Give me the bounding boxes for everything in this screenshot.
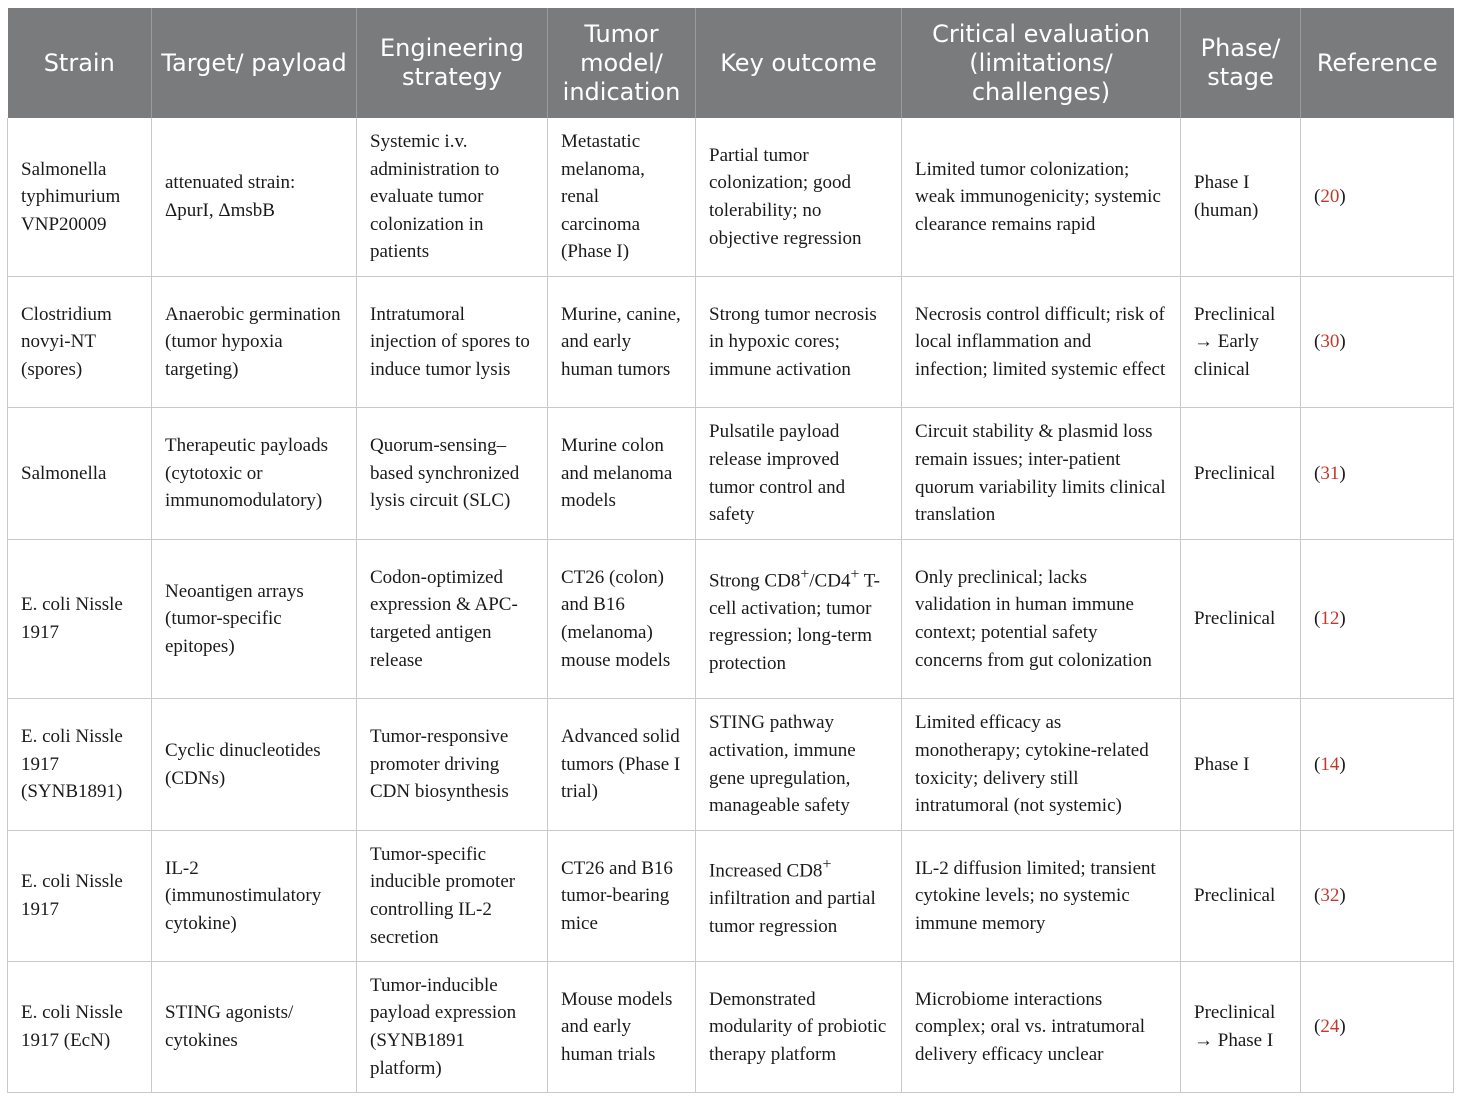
table-row [8,540,1454,699]
cell-strategy: Intratumoral injection of spores to induce tumor lysis [357,277,548,408]
data-table [7,8,1454,1093]
reference-link[interactable]: 24 [1320,1016,1340,1038]
cell-outcome: Strong tumor necrosis in hypoxic cores; immune activation [696,277,902,408]
table-row [8,831,1454,962]
cell-evaluation: Only preclinical; lacks validation in human immune context; potential safety concerns from gut colonization [902,540,1181,699]
header-phase-stage: Phase/ stage [1181,8,1301,118]
cell-strain: E. coli Nissle 1917 (SYNB1891) [8,699,152,831]
cell-evaluation: IL-2 diffusion limited; transient cytokine levels; no systemic immune memory [902,831,1181,962]
cell-reference: (12) [1301,540,1454,699]
table-row [8,277,1454,408]
cell-reference: (20) [1301,118,1454,277]
header-critical-evaluation: Critical evaluation (limitations/ challenges) [902,8,1181,118]
cell-evaluation: Limited tumor colonization; weak immunogenicity; systemic clearance remains rapid [902,118,1181,277]
cell-phase: Preclinical → Phase I [1181,962,1301,1093]
cell-phase: Phase I [1181,699,1301,831]
cell-model: Murine, canine, and early human tumors [548,277,696,408]
table-row [8,408,1454,540]
cell-model: Mouse models and early human trials [548,962,696,1093]
cell-evaluation: Limited efficacy as monotherapy; cytokine-related toxicity; delivery still intratumoral (not systemic) [902,699,1181,831]
cell-reference: (31) [1301,408,1454,540]
cell-reference: (32) [1301,831,1454,962]
cell-reference: (14) [1301,699,1454,831]
header-reference: Reference [1301,8,1454,118]
cell-strategy: Tumor-responsive promoter driving CDN biosynthesis [357,699,548,831]
cell-payload: STING agonists/ cytokines [152,962,357,1093]
header-target-payload: Target/ payload [152,8,357,118]
cell-evaluation: Necrosis control difficult; risk of local inflammation and infection; limited systemic effect [902,277,1181,408]
reference-link[interactable]: 32 [1320,885,1340,907]
cell-model: Murine colon and melanoma models [548,408,696,540]
cell-evaluation: Circuit stability & plasmid loss remain issues; inter-patient quorum variability limits clinical translation [902,408,1181,540]
reference-link[interactable]: 20 [1320,186,1340,208]
header-strain: Strain [8,8,152,118]
header-key-outcome: Key outcome [696,8,902,118]
header-engineering-strategy: Engineering strategy [357,8,548,118]
cell-phase: Preclinical → Early clinical [1181,277,1301,408]
cell-strategy: Quorum-sensing–based synchronized lysis circuit (SLC) [357,408,548,540]
cell-reference: (24) [1301,962,1454,1093]
cell-strain: E. coli Nissle 1917 [8,540,152,699]
reference-link[interactable]: 30 [1320,331,1340,353]
cell-strain: E. coli Nissle 1917 (EcN) [8,962,152,1093]
cell-strategy: Tumor-inducible payload expression (SYNB1891 platform) [357,962,548,1093]
cell-reference: (30) [1301,277,1454,408]
cell-outcome: Partial tumor colonization; good tolerability; no objective regression [696,118,902,277]
cell-payload: Therapeutic payloads (cytotoxic or immunomodulatory) [152,408,357,540]
cell-model: Advanced solid tumors (Phase I trial) [548,699,696,831]
cell-payload: Neoantigen arrays (tumor-specific epitopes) [152,540,357,699]
cell-payload: attenuated strain: ΔpurI, ΔmsbB [152,118,357,277]
cell-payload: Anaerobic germination (tumor hypoxia targeting) [152,277,357,408]
reference-link[interactable]: 12 [1320,608,1340,630]
cell-strategy: Systemic i.v. administration to evaluate tumor colonization in patients [357,118,548,277]
cell-outcome: Pulsatile payload release improved tumor control and safety [696,408,902,540]
cell-phase: Preclinical [1181,831,1301,962]
cell-outcome: Increased CD8+ infiltration and partial tumor regression [696,831,902,962]
cell-payload: Cyclic dinucleotides (CDNs) [152,699,357,831]
cell-strain: Clostridium novyi-NT (spores) [8,277,152,408]
cell-strategy: Tumor-specific inducible promoter controlling IL-2 secretion [357,831,548,962]
cell-strain: E. coli Nissle 1917 [8,831,152,962]
cell-strain: Salmonella [8,408,152,540]
cell-payload: IL-2 (immunostimulatory cytokine) [152,831,357,962]
reference-link[interactable]: 14 [1320,753,1340,775]
cell-outcome: Strong CD8+/CD4+ T-cell activation; tumor regression; long-term protection [696,540,902,699]
cell-evaluation: Microbiome interactions complex; oral vs. intratumoral delivery efficacy unclear [902,962,1181,1093]
cell-model: CT26 (colon) and B16 (melanoma) mouse models [548,540,696,699]
cell-outcome: STING pathway activation, immune gene upregulation, manageable safety [696,699,902,831]
header-tumor-model: Tumor model/ indication [548,8,696,118]
reference-link[interactable]: 31 [1320,462,1340,484]
cell-strategy: Codon-optimized expression & APC-targeted antigen release [357,540,548,699]
cell-phase: Preclinical [1181,408,1301,540]
cell-model: Metastatic melanoma, renal carcinoma (Phase I) [548,118,696,277]
table-row [8,118,1454,277]
cell-phase: Preclinical [1181,540,1301,699]
cell-model: CT26 and B16 tumor-bearing mice [548,831,696,962]
cell-outcome: Demonstrated modularity of probiotic therapy platform [696,962,902,1093]
table-row [8,699,1454,831]
cell-strain: Salmonella typhimurium VNP20009 [8,118,152,277]
table-row [8,962,1454,1093]
header-row [8,8,1454,118]
cell-phase: Phase I (human) [1181,118,1301,277]
